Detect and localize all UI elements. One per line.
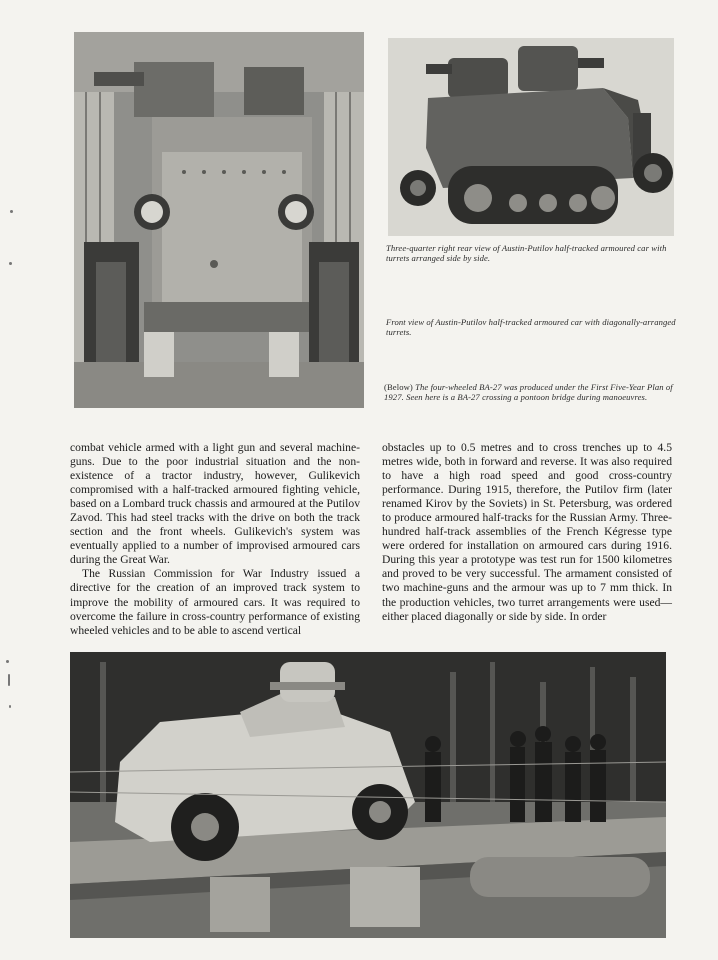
margin-speck [6, 660, 9, 663]
margin-speck [9, 705, 11, 708]
front-view-caption: Front view of Austin-Putilov half-tracked armoured car with diagonally-arranged turrets. [386, 317, 676, 337]
margin-speck [10, 210, 13, 213]
body-column-left [70, 441, 360, 638]
body-column-right [382, 441, 672, 624]
body-paragraph: The Russian Commission for War Industry issued a directive for the creation of an improved track system to improve the mobility of armoured cars. It was required to overcome the failure in cross-country performance of existing wheeled vehicles and to be able to ascend vertical [70, 567, 360, 637]
rear-view-illustration [388, 38, 674, 236]
rear-view-caption: Three-quarter right rear view of Austin-Putilov half-tracked armoured car with turrets arranged side by side. [386, 243, 667, 263]
front-view-photo [74, 32, 364, 408]
margin-speck [8, 674, 10, 686]
ba27-caption [384, 383, 674, 402]
body-paragraph: obstacles up to 0.5 metres and to cross trenches up to 4.5 metres wide, both in forward and reverse. It was also required to have a high road speed and good cross-country performance. During 1915, therefore, the Putilov firm (later renamed Kirov by the Soviets) in St. Petersburg, was ordered to produce armoured half-tracks for the Russian Army. Three-hundred half-track assemblies of the French Kégresse type were ordered for installation on armoured cars during 1916. During this year a prototype was test run for 1500 kilometres and proved to be very successful. The armament consisted of two machine-guns and the armour was up to 7 mm thick. In the production vehicles, two turret arrangements were used—either placed diagonally or side by side. In order [382, 441, 672, 623]
body-paragraph: combat vehicle armed with a light gun and several machine-guns. Due to the poor industrial situation and the non-existence of a tractor industry, however, Gulikevich compromised with a half-tracked armoured fighting vehicle, based on a Lombard truck chassis and armoured at the Putilov Zavod. This had steel tracks with the drive on both the track section and the front wheels. Gulikevich's system was eventually applied to a number of improvised armoured cars during the Great War. [70, 441, 360, 567]
margin-speck [9, 262, 12, 265]
ba27-caption-text: The four-wheeled BA-27 was produced under the First Five-Year Plan of 1927. Seen here is a BA-27 crossing a pontoon bridge during manoeuvres. [384, 382, 673, 402]
ba27-bridge-illustration [70, 652, 666, 938]
rear-view-photo [388, 38, 674, 236]
front-view-illustration [74, 32, 364, 408]
ba27-caption-lead: (Below) [384, 382, 413, 392]
ba27-bridge-photo [70, 652, 666, 938]
